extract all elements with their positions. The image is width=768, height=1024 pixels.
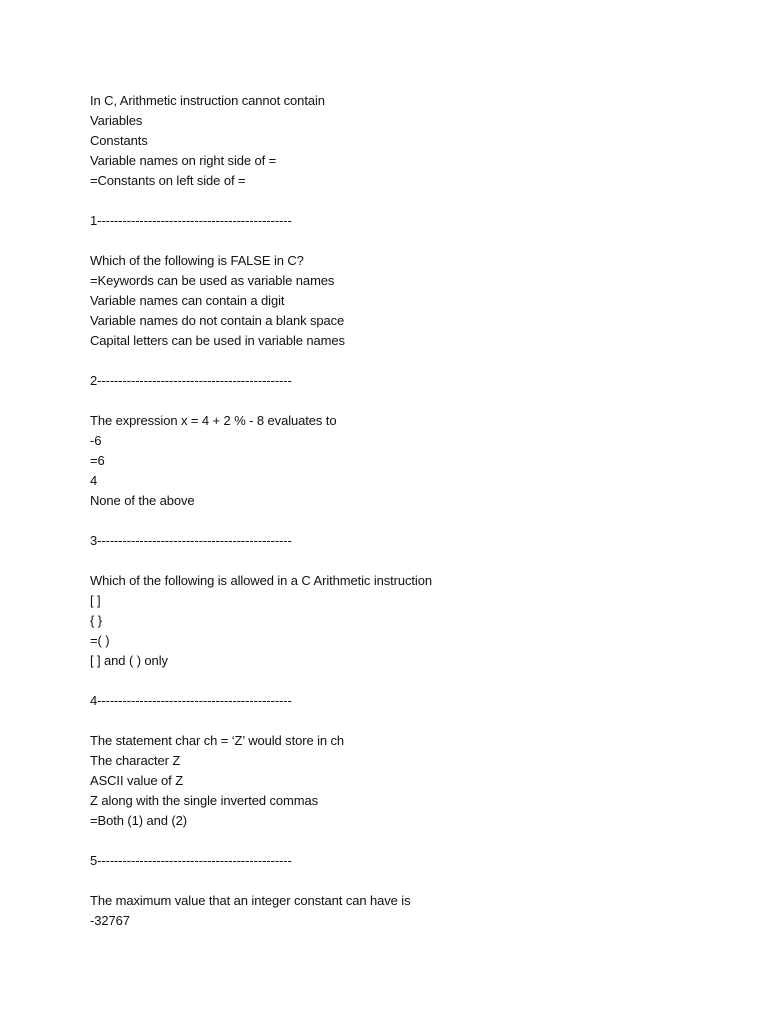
- question-text: The maximum value that an integer constant can have is: [90, 893, 411, 908]
- document-page: [90, 91, 730, 931]
- question-separator: 2----------------------------------------------: [90, 373, 292, 388]
- question-separator: 4----------------------------------------------: [90, 693, 292, 708]
- spacer: [90, 711, 730, 731]
- answer-option-marked: =Both (1) and (2): [90, 813, 187, 828]
- spacer: [90, 551, 730, 571]
- question-text: Which of the following is FALSE in C?: [90, 253, 304, 268]
- answer-option: None of the above: [90, 493, 195, 508]
- answer-option: Z along with the single inverted commas: [90, 793, 319, 808]
- spacer: [90, 231, 730, 251]
- answer-option-marked: =Constants on left side of =: [90, 173, 246, 188]
- spacer: [90, 191, 730, 211]
- question-text: The statement char ch = ‘Z’ would store in ch: [90, 733, 345, 748]
- answer-option: { }: [90, 613, 102, 628]
- answer-option: Capital letters can be used in variable names: [90, 333, 345, 348]
- answer-option: [ ]: [90, 593, 101, 608]
- question-separator: 1----------------------------------------------: [90, 213, 292, 228]
- spacer: [90, 391, 730, 411]
- answer-option: Variable names can contain a digit: [90, 293, 285, 308]
- spacer: [90, 351, 730, 371]
- question-text: The expression x = 4 + 2 % - 8 evaluates to: [90, 413, 337, 428]
- answer-option: Variable names do not contain a blank space: [90, 313, 345, 328]
- spacer: [90, 511, 730, 531]
- answer-option: 4: [90, 473, 98, 488]
- answer-option-marked: =Keywords can be used as variable names: [90, 273, 335, 288]
- question-text: Which of the following is allowed in a C Arithmetic instruction: [90, 573, 432, 588]
- spacer: [90, 671, 730, 691]
- spacer: [90, 831, 730, 851]
- question-separator: 5----------------------------------------------: [90, 853, 292, 868]
- answer-option: -32767: [90, 913, 130, 928]
- answer-option: Constants: [90, 133, 148, 148]
- spacer: [90, 871, 730, 891]
- question-separator: 3----------------------------------------------: [90, 533, 292, 548]
- answer-option: The character Z: [90, 753, 181, 768]
- question-text: In C, Arithmetic instruction cannot contain: [90, 93, 325, 108]
- answer-option-marked: =( ): [90, 633, 110, 648]
- answer-option: Variable names on right side of =: [90, 153, 277, 168]
- answer-option: -6: [90, 433, 102, 448]
- answer-option-marked: =6: [90, 453, 105, 468]
- answer-option: [ ] and ( ) only: [90, 653, 168, 668]
- answer-option: Variables: [90, 113, 143, 128]
- answer-option: ASCII value of Z: [90, 773, 184, 788]
